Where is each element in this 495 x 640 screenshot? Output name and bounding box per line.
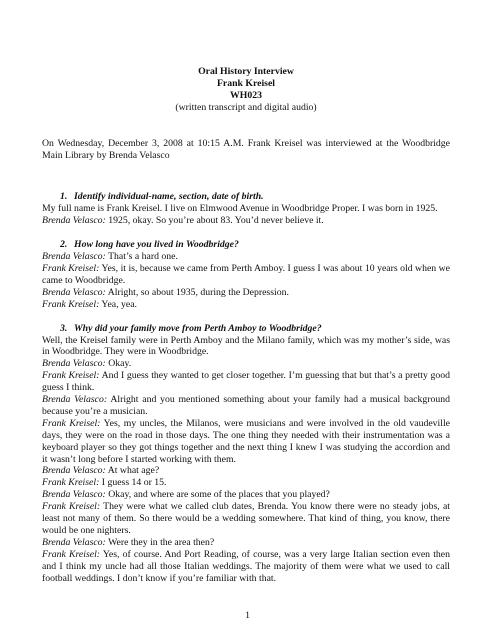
speaker-name: Brenda Velasco: (42, 536, 106, 548)
interviewee-name: Frank Kreisel (216, 77, 276, 89)
transcript-body (42, 191, 450, 584)
document-title: Oral History Interview (198, 66, 294, 77)
speaker-name: Brenda Velasco: (42, 251, 106, 263)
page-number: 1 (245, 610, 250, 621)
transcript-line (42, 537, 450, 549)
speaker-name: Brenda Velasco: (42, 215, 106, 227)
transcript-line (42, 287, 450, 299)
utterance-text: That’s a hard one. (108, 251, 178, 263)
speaker-name: Brenda Velasco: (42, 465, 106, 477)
transcript-line (42, 394, 450, 418)
question-section (42, 191, 450, 227)
utterance-text: I guess 14 or 15. (101, 477, 167, 489)
question-text: How long have you lived in Woodbridge? (74, 239, 239, 251)
transcript-line (42, 477, 450, 489)
speaker-name: Frank Kreisel: (42, 262, 100, 274)
speaker-name: Frank Kreisel: (42, 298, 100, 310)
speaker-name: Brenda Velasco: (42, 286, 106, 298)
document-subtitle: (written transcript and digital audio) (175, 101, 317, 113)
transcript-line (42, 335, 450, 359)
transcript-line (42, 215, 450, 227)
utterance-text: Alright and you mentioned something about your family had a musical background because you’re a musician. (42, 394, 450, 417)
transcript-line (42, 489, 450, 501)
utterance-text: At what age? (107, 465, 160, 477)
question-text: Identify individual-name, section, date of birth. (74, 191, 264, 203)
transcript-line (42, 203, 450, 215)
question-number: 3. (60, 322, 68, 334)
utterance-text: Yes, of course. And Port Reading, of course, was a very large Italian section even then and I think my uncle had all those Italian weddings. The majority of them were what we used to call football weddings. I don’t know if you’re familiar with that. (42, 548, 450, 584)
transcript-line (42, 299, 450, 311)
question-text: Why did your family move from Perth Amboy to Woodbridge? (74, 322, 322, 334)
speaker-name: Frank Kreisel: (42, 417, 101, 429)
interview-id: WH023 (230, 89, 262, 101)
transcript-line (42, 501, 450, 537)
transcript-line (42, 549, 450, 585)
speaker-name: Frank Kreisel: (42, 370, 100, 382)
utterance-text: My full name is Frank Kreisel. I live on Elmwood Avenue in Woodbridge Proper. I was born in 1925. (42, 203, 438, 215)
transcript-line (42, 263, 450, 287)
intro-paragraph: On Wednesday, December 3, 2008 at 10:15 A.M. Frank Kreisel was interviewed at the Woodbridge Main Library by Brenda Velasco (42, 137, 450, 161)
transcript-line (42, 358, 450, 370)
utterance-text: They were what we called club dates, Brenda. You know there were no steady jobs, at least not many of them. So there would be a wedding somewhere. That kind of thing, you know, there would be one nighters. (42, 501, 450, 536)
question-number: 2. (60, 239, 68, 251)
question-section (42, 239, 450, 310)
utterance-text: 1925, okay. So you’re about 83. You’d never believe it. (108, 215, 324, 227)
speaker-name: Brenda Velasco: (42, 489, 106, 501)
utterance-text: Yea, yea. (101, 298, 137, 310)
utterance-text: Okay, and where are some of the places that you played? (108, 489, 330, 501)
transcript-line (42, 251, 450, 263)
question-heading (42, 323, 450, 335)
question-heading (42, 191, 450, 203)
speaker-name: Frank Kreisel: (42, 548, 101, 560)
utterance-text: Were they in the area then? (108, 536, 215, 548)
utterance-text: Well, the Kreisel family were in Perth Amboy and the Milano family, which was my mother’s side, was in Woodbridge. They were in Woodbridge. (42, 334, 450, 358)
transcript-line (42, 370, 450, 394)
speaker-name: Brenda Velasco: (42, 394, 108, 406)
transcript-line (42, 465, 450, 477)
question-section (42, 323, 450, 585)
speaker-name: Brenda Velasco: (42, 358, 106, 370)
utterance-text: And I guess they wanted to get closer together. I’m guessing that but that’s a pretty good guess I think. (42, 370, 450, 394)
utterance-text: Yes, it is, because we came from Perth Amboy. I guess I was about 10 years old when we came to Woodbridge. (42, 262, 450, 286)
question-number: 1. (60, 191, 68, 203)
transcript-line (42, 418, 450, 466)
speaker-name: Frank Kreisel: (42, 477, 100, 489)
utterance-text: Yes, my uncles, the Milanos, were musicians and were involved in the old vaudeville days, they were on the road in those days. The one thing they needed with their instrumentation was a keyboard player so they got things together and the next thing I knew I was studying the accordion and it wasn’t long before I started working with them. (42, 417, 450, 465)
speaker-name: Frank Kreisel: (42, 501, 101, 513)
utterance-text: Alright, so about 1935, during the Depression. (107, 286, 289, 298)
question-heading (42, 239, 450, 251)
utterance-text: Okay. (108, 358, 132, 370)
document-header (42, 66, 450, 114)
